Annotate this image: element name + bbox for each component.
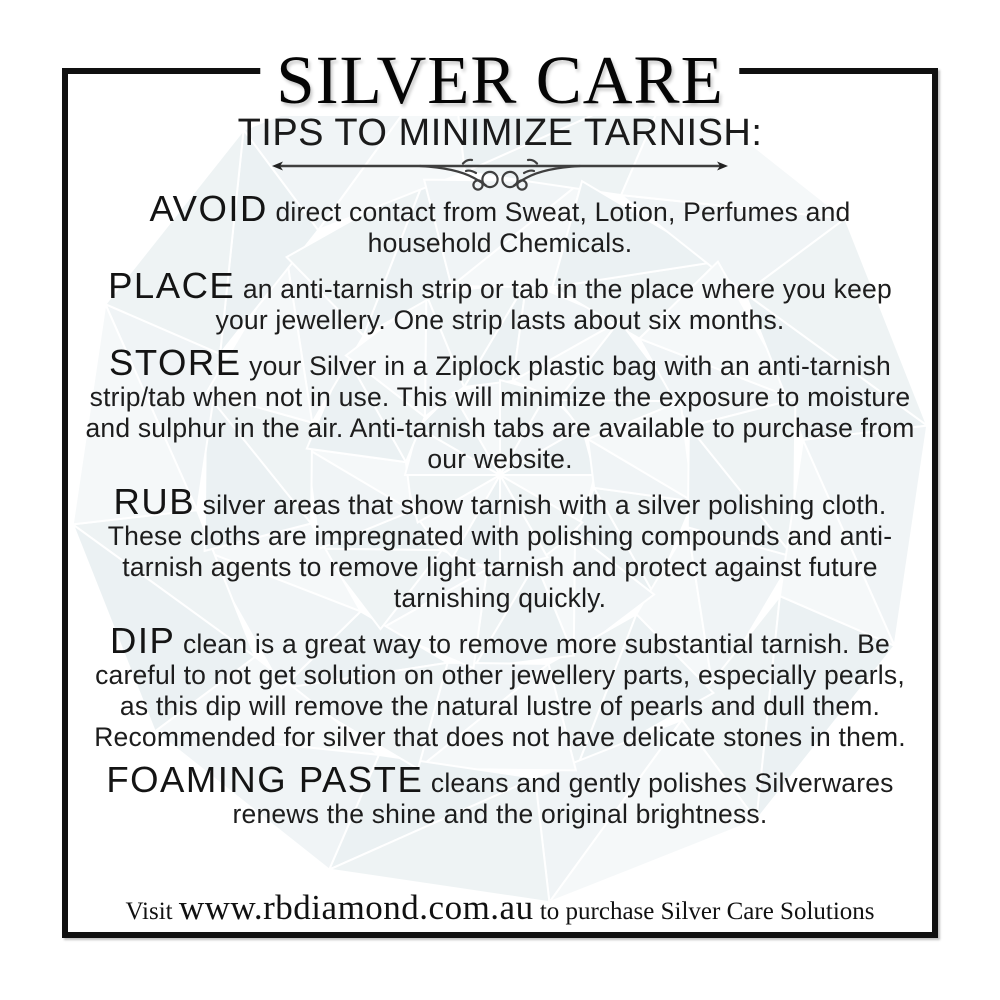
tips-list [84, 188, 916, 845]
tip-keyword: PLACE [108, 265, 236, 306]
tip-text: an anti-tarnish strip or tab in the place where you keep your jewellery. One strip lasts about six months. [215, 274, 892, 335]
tip-text: your Silver in a Ziplock plastic bag with an anti-tarnish strip/tab when not in use. This will minimize the exposure to moisture and sulphur in the air. Anti-tarnish tabs are available to purchase from our website. [85, 351, 915, 474]
tip-keyword: AVOID [149, 188, 268, 229]
tip-keyword: STORE [109, 342, 242, 383]
page-title: SILVER CARE [260, 44, 739, 116]
website-url: www.rbdiamond.com.au [178, 888, 534, 927]
tip-text: direct contact from Sweat, Lotion, Perfumes and household Chemicals. [275, 197, 851, 258]
tip-avoid [84, 188, 916, 259]
footer [0, 888, 1000, 928]
tip-place [84, 265, 916, 336]
page-subtitle: TIPS TO MINIMIZE TARNISH: [237, 112, 763, 154]
tip-keyword: DIP [110, 620, 176, 661]
tip-foaming-paste [84, 759, 916, 830]
tip-dip [84, 620, 916, 753]
tip-store [84, 342, 916, 475]
tip-text: silver areas that show tarnish with a silver polishing cloth. These cloths are impregnated with polishing compounds and anti-tarnish agents to remove light tarnish and protect against future tarnishing quickly. [107, 490, 893, 613]
tip-text: clean is a great way to remove more substantial tarnish. Be careful to not get solution on other jewellery parts, especially pearls, as this dip will remove the natural lustre of pearls and dull them. Recommended for silver that does not have delicate stones in them. [94, 629, 906, 752]
footer-suffix: to purchase Silver Care Solutions [539, 898, 875, 925]
flourish-divider-icon [270, 158, 730, 198]
tip-rub [84, 481, 916, 614]
tip-keyword: RUB [113, 481, 196, 522]
footer-prefix: Visit [125, 898, 173, 925]
tip-keyword: FOAMING PASTE [106, 759, 424, 800]
tip-text: cleans and gently polishes Silverwares renews the shine and the original brightness. [232, 768, 894, 829]
